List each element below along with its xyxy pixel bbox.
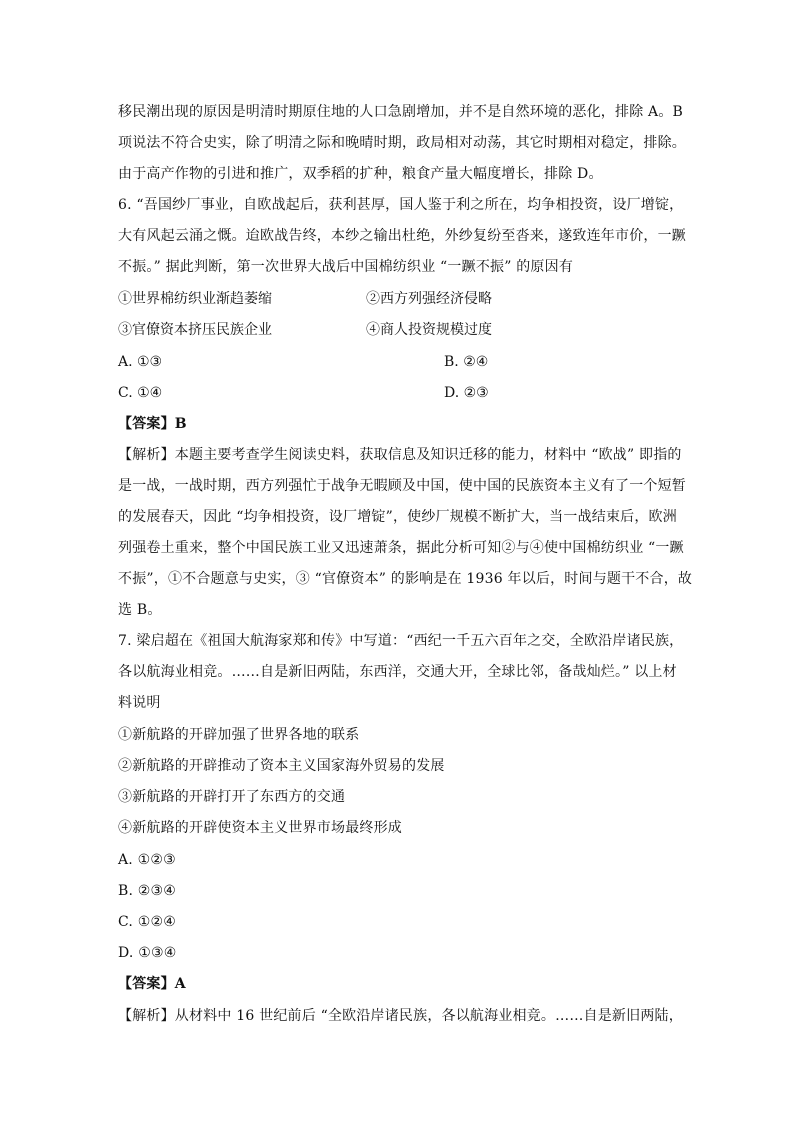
q7-option-d: D. ①③④ (118, 945, 177, 961)
q7-option-a: A. ①②③ (118, 852, 176, 868)
q6-analysis-line-5: 不振”，①不合题意与史实，③ “官僚资本” 的影响是在 1936 年以后，时间与题干不合，故 (118, 571, 693, 587)
intro-line-1: 移民潮出现的原因是明清时期原住地的人口急剧增加，并不是自然环境的恶化，排除 A。B (118, 104, 684, 120)
q6-option-b: B. ②④ (444, 354, 489, 370)
q6-stem-line-3: 不振。” 据此判断，第一次世界大战后中国棉纺织业 “一蹶不振” 的原因有 (118, 259, 574, 275)
q6-analysis-line-2: 是一战，一战时期，西方列强忙于战争无暇顾及中国，使中国的民族资本主义有了一个短暂 (118, 478, 686, 494)
q6-option-c: C. ①④ (118, 385, 163, 401)
q6-answer: 【答案】B (118, 416, 187, 432)
q6-analysis-line-1: 【解析】本题主要考查学生阅读史料，获取信息及知识迁移的能力，材料中 “欧战” 即指的 (118, 447, 682, 463)
q6-item-4: ④商人投资规模过度 (366, 322, 492, 338)
q7-analysis-line-1: 【解析】从材料中 16 世纪前后 “全欧沿岸诸民族，各以航海业相竞。……自是新旧两陆， (118, 1008, 683, 1024)
q7-stem-line-2: 各以航海业相竞。……自是新旧两陆，东西洋，交通大开，全球比邻，备哉灿烂。” 以上材 (118, 664, 677, 680)
intro-line-3: 由于高产作物的引进和推广，双季稻的扩种，粮食产量大幅度增长，排除 D。 (118, 166, 603, 182)
intro-line-2: 项说法不符合史实，除了明清之际和晚晴时期，政局相对动荡，其它时期相对稳定，排除。 (118, 135, 686, 151)
q6-option-d: D. ②③ (444, 385, 489, 401)
q6-stem-line-1: 6. “吾国纱厂事业，自欧战起后，获利甚厚，国人鉴于利之所在，均争相投资，设厂增锭， (118, 197, 684, 213)
q7-item-2: ②新航路的开辟推动了资本主义国家海外贸易的发展 (118, 758, 445, 774)
q6-item-2: ②西方列强经济侵略 (366, 291, 492, 307)
q7-stem-line-3: 料说明 (118, 695, 161, 711)
q7-stem-line-1: 7. 梁启超在《祖国大航海家郑和传》中写道：“西纪一千五六百年之交，全欧沿岸诸民族， (118, 633, 684, 649)
q6-option-a: A. ①③ (118, 354, 163, 370)
q7-item-3: ③新航路的开辟打开了东西方的交通 (118, 789, 346, 805)
q6-stem-line-2: 大有风起云涌之慨。迨欧战告终，本纱之输出杜绝，外纱复纷至沓来，遂致连年市价，一蹶 (118, 228, 686, 244)
q7-option-b: B. ②③④ (118, 883, 177, 899)
q6-analysis-line-6: 选 B。 (118, 602, 162, 618)
q6-item-1: ①世界棉纺织业渐趋萎缩 (118, 291, 272, 307)
q7-option-c: C. ①②④ (118, 914, 176, 930)
q7-item-4: ④新航路的开辟使资本主义世界市场最终形成 (118, 820, 402, 836)
q6-item-3: ③官僚资本挤压民族企业 (118, 322, 272, 338)
q7-answer: 【答案】A (118, 976, 186, 992)
q7-item-1: ①新航路的开辟加强了世界各地的联系 (118, 727, 360, 743)
q6-analysis-line-4: 列强卷土重来，整个中国民族工业又迅速萧条，据此分析可知②与④使中国棉纺织业 “一蹶 (118, 540, 684, 556)
q6-analysis-line-3: 的发展春天，因此 “均争相投资，设厂增锭”，使纱厂规模不断扩大，当一战结束后，欧洲 (118, 509, 677, 525)
